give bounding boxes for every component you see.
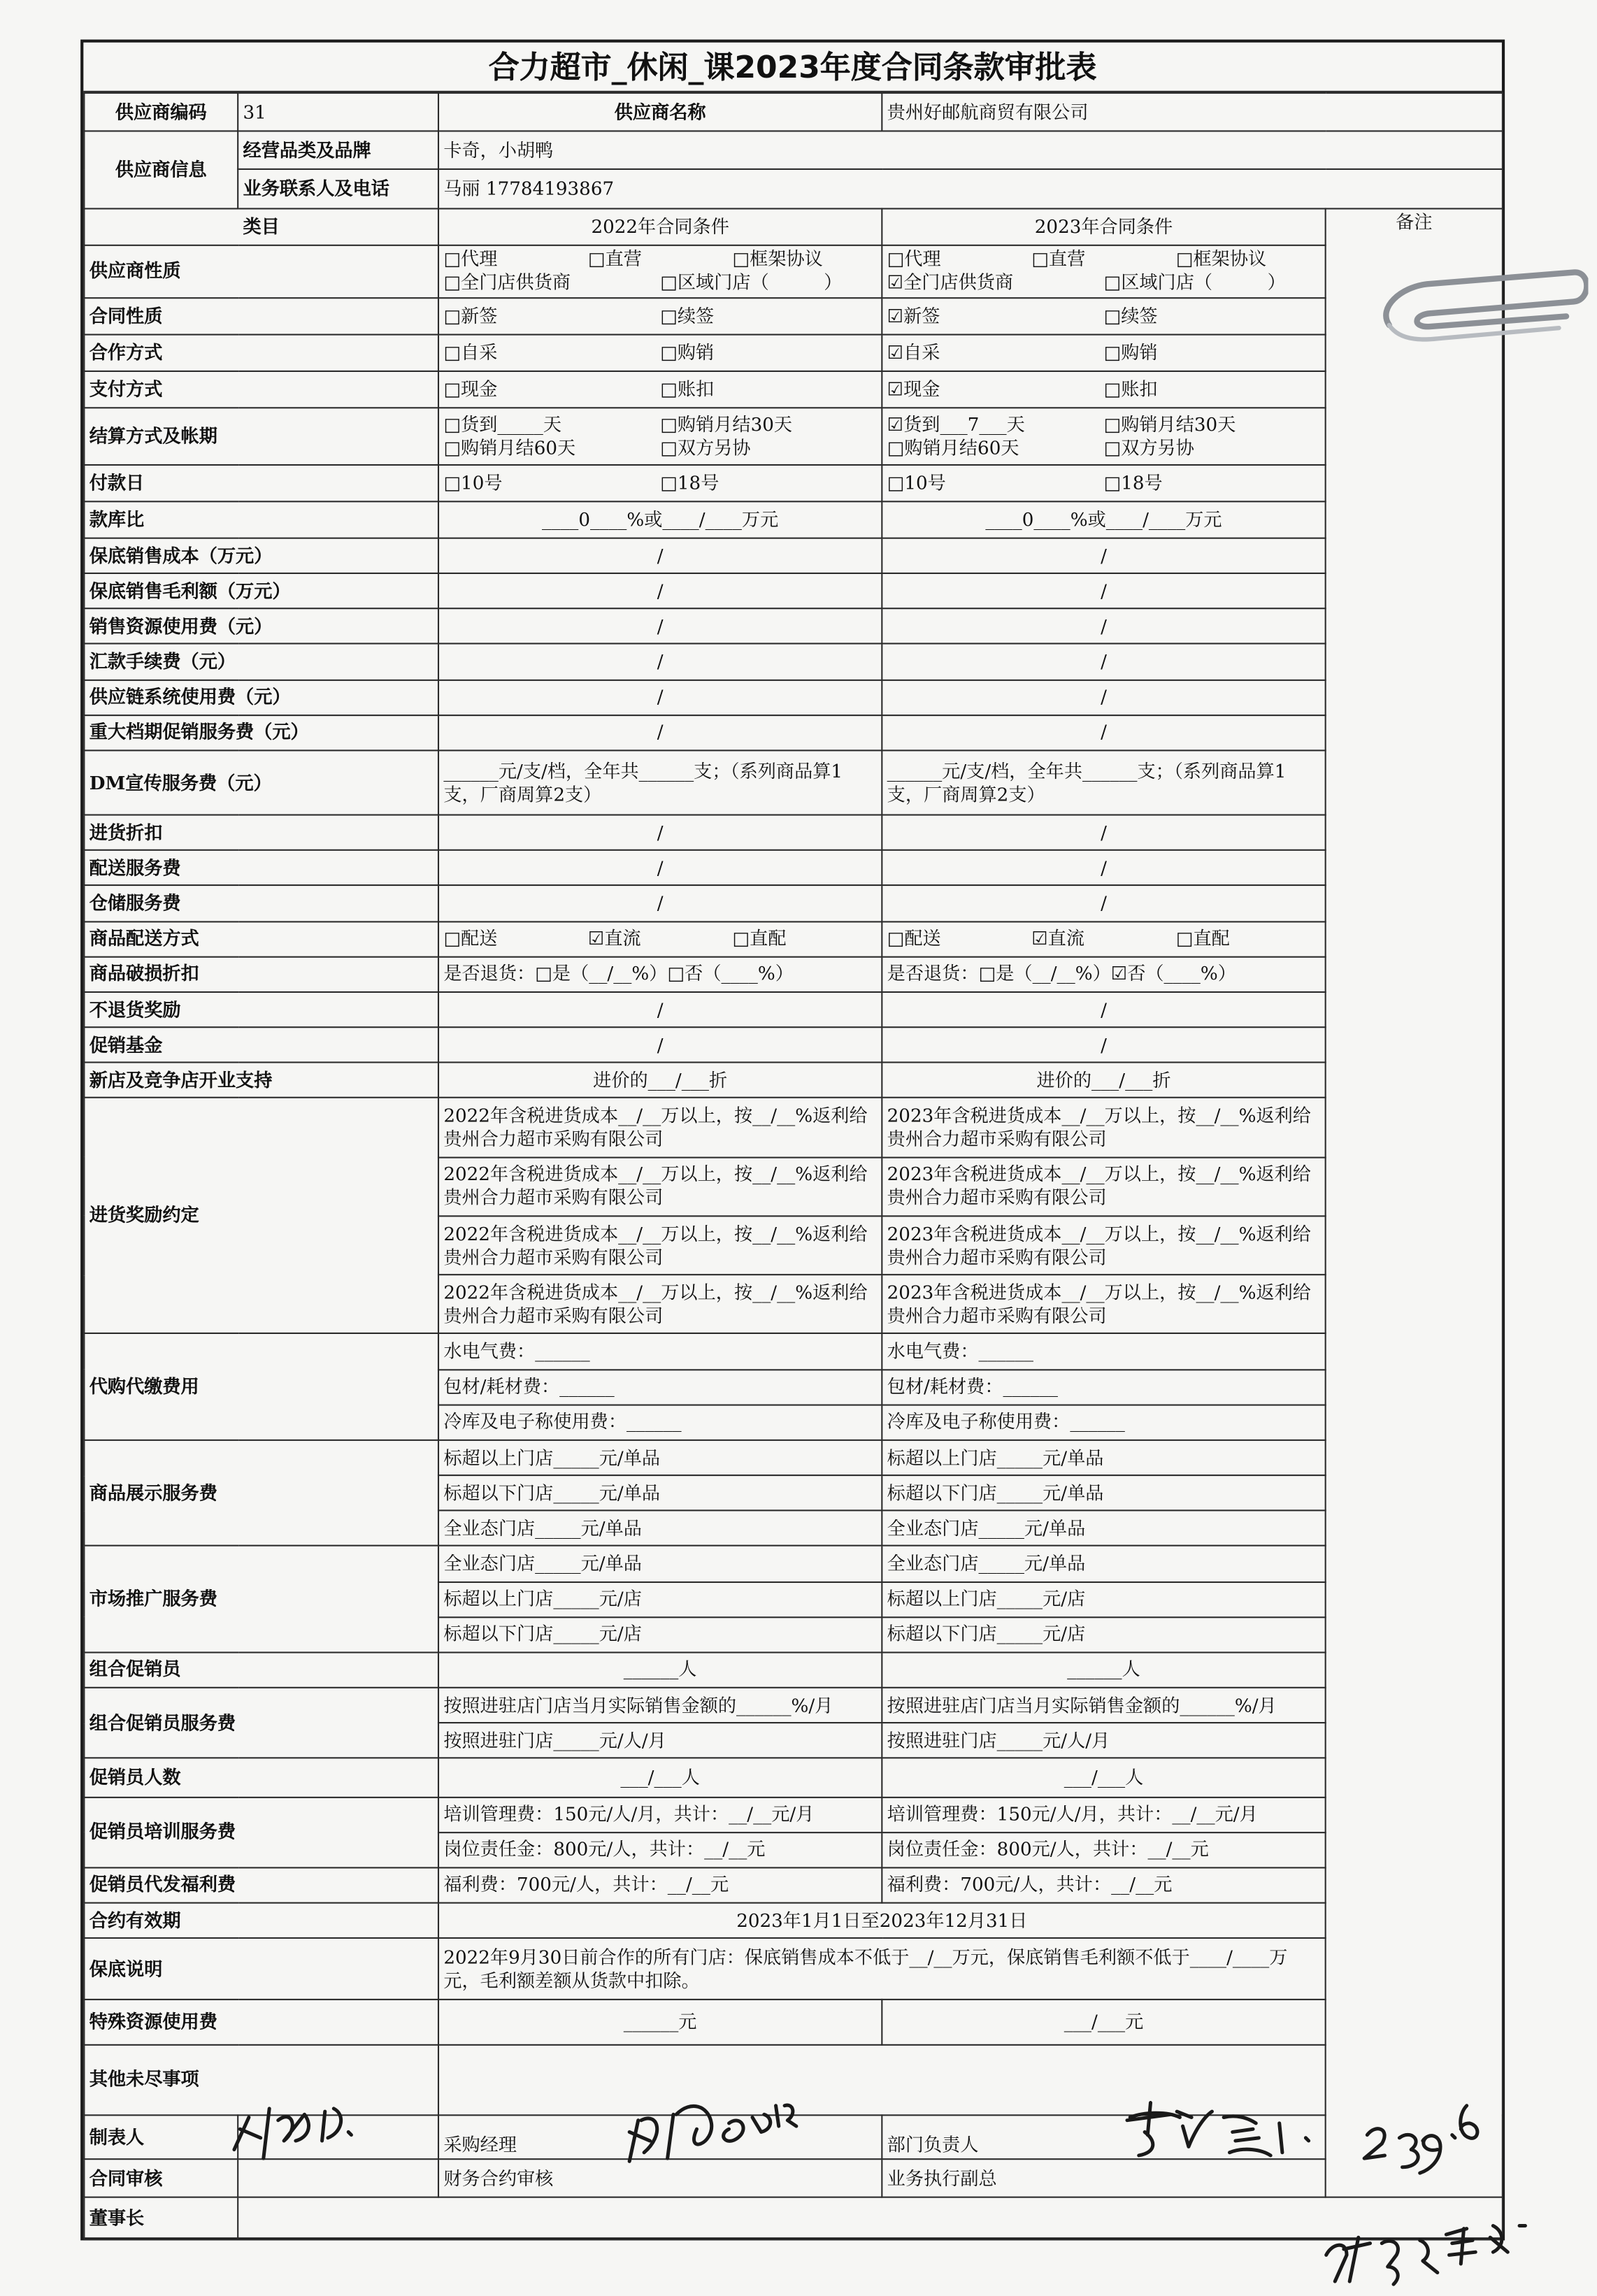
delivery-2023 bbox=[882, 921, 1325, 957]
display-2022: 标超以上门店_____元/单品 bbox=[438, 1440, 882, 1476]
table-row bbox=[84, 992, 1503, 1028]
option-on-arrival: □货到_____天 bbox=[443, 412, 561, 436]
ratio-2022: ____0____%或____/____万元 bbox=[438, 501, 882, 538]
option-direct-flow: ☑直流 bbox=[587, 927, 641, 949]
row-label: 重大档期促销服务费（元） bbox=[84, 715, 438, 751]
market-2023: 标超以上门店_____元/店 bbox=[882, 1581, 1325, 1617]
option-cash: ☑现金 bbox=[887, 378, 940, 401]
coop-2023 bbox=[882, 335, 1325, 372]
display-2023: 标超以下门店_____元/单品 bbox=[882, 1475, 1325, 1511]
cell-2023: / bbox=[882, 1027, 1325, 1063]
option-deduct: □账扣 bbox=[1103, 378, 1158, 401]
promoter-fee-2023: 按照进驻店门店当月实际销售金额的______%/月 bbox=[882, 1688, 1325, 1723]
dm-2023: ______元/支/档，全年共______支；（系列商品算1支，厂商周算2支） bbox=[882, 750, 1325, 815]
cell-2022: / bbox=[438, 992, 882, 1028]
table-row bbox=[84, 921, 1503, 957]
table-row bbox=[84, 1440, 1503, 1476]
rebate-2022: 2022年含税进货成本__/__万以上，按__/__%返利给贵州合力超市采购有限公司 bbox=[438, 1157, 882, 1216]
table-row bbox=[84, 131, 1503, 170]
table-row bbox=[84, 408, 1503, 464]
row-label: 供应链系统使用费（元） bbox=[84, 680, 438, 715]
form-title: 合力超市_休闲_课2023年度合同条款审批表 bbox=[83, 43, 1502, 92]
proxy-2023: 冷库及电子称使用费：______ bbox=[882, 1405, 1325, 1440]
table-row bbox=[84, 850, 1503, 886]
table-row bbox=[84, 2000, 1503, 2044]
table-row bbox=[84, 1547, 1503, 1582]
option-distribution: □配送 bbox=[887, 927, 941, 949]
finance-label: 财务合约审核 bbox=[438, 2160, 882, 2198]
cell-2022: / bbox=[438, 1027, 882, 1063]
option-direct: □直营 bbox=[587, 247, 642, 270]
welfare-2023: 福利费：700元/人，共计：__/__元 bbox=[882, 1867, 1325, 1903]
row-label: 进货奖励约定 bbox=[84, 1098, 438, 1334]
supplier-name-label: 供应商名称 bbox=[438, 93, 882, 131]
table-row bbox=[84, 644, 1503, 680]
cell-2022: / bbox=[438, 538, 882, 574]
table-row bbox=[84, 464, 1503, 501]
promoter-2023: ______人 bbox=[882, 1652, 1325, 1688]
option-agent: □代理 bbox=[443, 247, 498, 270]
table-row bbox=[84, 609, 1503, 645]
board-label: 董事长 bbox=[84, 2197, 238, 2239]
brand-value: 卡奇，小胡鸭 bbox=[438, 131, 1503, 170]
option-60-days: □购销月结60天 bbox=[887, 436, 1019, 459]
supplier-name-value: 贵州好邮航商贸有限公司 bbox=[882, 93, 1503, 131]
row-label: 其他未尽事项 bbox=[84, 2044, 438, 2115]
display-2022: 标超以下门店_____元/单品 bbox=[438, 1475, 882, 1511]
buyer-label: 采购经理 bbox=[438, 2115, 882, 2159]
maker-signature bbox=[238, 2115, 438, 2159]
option-direct-flow: ☑直流 bbox=[1031, 927, 1085, 949]
category-header: 类目 bbox=[84, 208, 438, 245]
board-signature bbox=[238, 2197, 1503, 2239]
promoter-fee-2023: 按照进驻门店_____元/人/月 bbox=[882, 1723, 1325, 1758]
cell-2022: / bbox=[438, 680, 882, 715]
table-row bbox=[84, 538, 1503, 574]
option-buy-sell: □购销 bbox=[660, 341, 715, 364]
option-new: ☑新签 bbox=[887, 304, 940, 327]
row-label: 保底说明 bbox=[84, 1938, 438, 2000]
col-2023-header: 2023年合同条件 bbox=[882, 208, 1325, 245]
row-label: 付款日 bbox=[84, 464, 438, 501]
table-row bbox=[84, 1334, 1503, 1370]
training-2023: 培训管理费：150元/人/月，共计：__/__元/月 bbox=[882, 1797, 1325, 1832]
row-label: 市场推广服务费 bbox=[84, 1547, 438, 1653]
option-new: □新签 bbox=[443, 304, 498, 327]
option-18th: □18号 bbox=[660, 471, 719, 494]
cell-2022: / bbox=[438, 609, 882, 645]
other-value bbox=[438, 2044, 1503, 2115]
ratio-2023: ____0____%或____/____万元 bbox=[882, 501, 1325, 538]
supplier-code-value: 31 bbox=[238, 93, 438, 131]
row-label: 合同性质 bbox=[84, 298, 438, 335]
damage-2022: 是否退货：□是（__/__%）□否（____%） bbox=[438, 956, 882, 992]
cell-2023: / bbox=[882, 609, 1325, 645]
cell-2022: / bbox=[438, 850, 882, 886]
dm-2022: ______元/支/档，全年共______支；（系列商品算1支，厂商周算2支） bbox=[438, 750, 882, 815]
option-self-purchase: □自采 bbox=[443, 341, 498, 364]
rebate-2023: 2023年含税进货成本__/__万以上，按__/__%返利给贵州合力超市采购有限公司 bbox=[882, 1157, 1325, 1216]
option-10th: □10号 bbox=[887, 471, 946, 494]
supplier-info-label: 供应商信息 bbox=[84, 131, 238, 208]
payment-2023 bbox=[882, 371, 1325, 408]
cell-2023: / bbox=[882, 815, 1325, 851]
cell-2023: / bbox=[882, 886, 1325, 921]
cell-2023: / bbox=[882, 715, 1325, 751]
damage-2023: 是否退货：□是（__/__%）☑否（____%） bbox=[882, 956, 1325, 992]
row-label: 不退货奖励 bbox=[84, 992, 438, 1028]
row-label: 组合促销员 bbox=[84, 1652, 438, 1688]
payday-2022 bbox=[438, 464, 882, 501]
table-row bbox=[84, 1027, 1503, 1063]
table-row bbox=[84, 1652, 1503, 1688]
supplier-code-label: 供应商编码 bbox=[84, 93, 238, 131]
row-label: 商品展示服务费 bbox=[84, 1440, 438, 1547]
row-label: 特殊资源使用费 bbox=[84, 2000, 438, 2044]
table-row bbox=[84, 1867, 1503, 1903]
option-direct-delivery: □直配 bbox=[732, 927, 787, 949]
newstore-2023: 进价的___/___折 bbox=[882, 1063, 1325, 1098]
row-label: 商品配送方式 bbox=[84, 921, 438, 957]
rebate-2022: 2022年含税进货成本__/__万以上，按__/__%返利给贵州合力超市采购有限公司 bbox=[438, 1098, 882, 1157]
cell-2023: / bbox=[882, 992, 1325, 1028]
option-direct: □直营 bbox=[1031, 247, 1086, 270]
display-2022: 全业态门店_____元/单品 bbox=[438, 1511, 882, 1547]
form-frame bbox=[80, 40, 1505, 2241]
option-60-days: □购销月结60天 bbox=[443, 436, 576, 459]
settle-2023 bbox=[882, 408, 1325, 464]
option-distribution: □配送 bbox=[443, 927, 498, 949]
table-row bbox=[84, 371, 1503, 408]
row-label: 销售资源使用费（元） bbox=[84, 609, 438, 645]
payment-2022 bbox=[438, 371, 882, 408]
guarantee-value: 2022年9月30日前合作的所有门店：保底销售成本不低于__/__万元，保底销售毛利额不低于____/____万元，毛利额差额从货款中扣除。 bbox=[438, 1938, 1326, 2000]
display-2023: 标超以上门店_____元/单品 bbox=[882, 1440, 1325, 1476]
cell-2022: / bbox=[438, 573, 882, 609]
paper-clip-icon bbox=[1368, 234, 1588, 380]
option-renew: □续签 bbox=[1103, 304, 1158, 327]
market-2022: 标超以上门店_____元/店 bbox=[438, 1581, 882, 1617]
cell-2023: / bbox=[882, 538, 1325, 574]
option-30-days: □购销月结30天 bbox=[660, 412, 793, 436]
dept-label: 部门负责人 bbox=[882, 2115, 1325, 2159]
market-2022: 全业态门店_____元/单品 bbox=[438, 1547, 882, 1582]
row-label: 新店及竞争店开业支持 bbox=[84, 1063, 438, 1098]
table-row bbox=[84, 1688, 1503, 1723]
table-row bbox=[84, 1063, 1503, 1098]
training-2023: 岗位责任金：800元/人，共计：__/__元 bbox=[882, 1832, 1325, 1867]
display-2023: 全业态门店_____元/单品 bbox=[882, 1511, 1325, 1547]
cell-2023: / bbox=[882, 850, 1325, 886]
row-label: 促销员培训服务费 bbox=[84, 1797, 438, 1867]
table-row bbox=[84, 245, 1503, 298]
brand-label: 经营品类及品牌 bbox=[238, 131, 438, 170]
exec-label: 业务执行副总 bbox=[882, 2160, 1325, 2198]
row-label: 促销基金 bbox=[84, 1027, 438, 1063]
row-label: 进货折扣 bbox=[84, 815, 438, 851]
option-10th: □10号 bbox=[443, 471, 503, 494]
rebate-2023: 2023年含税进货成本__/__万以上，按__/__%返利给贵州合力超市采购有限公司 bbox=[882, 1216, 1325, 1275]
market-2022: 标超以下门店_____元/店 bbox=[438, 1617, 882, 1653]
training-2022: 岗位责任金：800元/人，共计：__/__元 bbox=[438, 1832, 882, 1867]
rebate-2023: 2023年含税进货成本__/__万以上，按__/__%返利给贵州合力超市采购有限公司 bbox=[882, 1275, 1325, 1334]
contact-label: 业务联系人及电话 bbox=[238, 170, 438, 208]
coop-2022 bbox=[438, 335, 882, 372]
col-2022-header: 2022年合同条件 bbox=[438, 208, 882, 245]
rebate-2022: 2022年含税进货成本__/__万以上，按__/__%返利给贵州合力超市采购有限公司 bbox=[438, 1275, 882, 1334]
payday-2023 bbox=[882, 464, 1325, 501]
option-other: □双方另协 bbox=[660, 436, 751, 459]
delivery-2022 bbox=[438, 921, 882, 957]
contact-value: 马丽 17784193867 bbox=[438, 170, 1503, 208]
option-other: □双方另协 bbox=[1103, 436, 1194, 459]
option-framework: □框架协议 bbox=[732, 247, 823, 270]
table-row bbox=[84, 680, 1503, 715]
table-row bbox=[84, 335, 1503, 372]
table-header-row bbox=[84, 208, 1503, 245]
row-label: 仓储服务费 bbox=[84, 886, 438, 921]
table-row bbox=[84, 956, 1503, 992]
newstore-2022: 进价的___/___折 bbox=[438, 1063, 882, 1098]
table-row bbox=[84, 1797, 1503, 1832]
special-2023: ___/___元 bbox=[882, 2000, 1325, 2044]
training-2022: 培训管理费：150元/人/月，共计：__/__元/月 bbox=[438, 1797, 882, 1832]
market-2023: 全业态门店_____元/单品 bbox=[882, 1547, 1325, 1582]
row-label: 结算方式及帐期 bbox=[84, 408, 438, 464]
option-buy-sell: □购销 bbox=[1103, 341, 1158, 364]
row-label: 配送服务费 bbox=[84, 850, 438, 886]
option-all-stores: □全门店供货商 bbox=[443, 271, 571, 294]
rebate-2023: 2023年含税进货成本__/__万以上，按__/__%返利给贵州合力超市采购有限公司 bbox=[882, 1098, 1325, 1157]
special-2022: ______元 bbox=[438, 2000, 882, 2044]
option-30-days: □购销月结30天 bbox=[1103, 412, 1236, 436]
proxy-2022: 包材/耗材费：______ bbox=[438, 1370, 882, 1405]
row-label: 款库比 bbox=[84, 501, 438, 538]
row-label: DM宣传服务费（元） bbox=[84, 750, 438, 815]
proxy-2022: 水电气费：______ bbox=[438, 1334, 882, 1370]
option-framework: □框架协议 bbox=[1175, 247, 1267, 270]
cell-2022: / bbox=[438, 815, 882, 851]
table-row bbox=[84, 170, 1503, 208]
row-label: 组合促销员服务费 bbox=[84, 1688, 438, 1758]
table-row bbox=[84, 298, 1503, 335]
table-row bbox=[84, 815, 1503, 851]
approval-table bbox=[83, 92, 1503, 2240]
promoter-fee-2022: 按照进驻店门店当月实际销售金额的______%/月 bbox=[438, 1688, 882, 1723]
row-label: 支付方式 bbox=[84, 371, 438, 408]
proxy-2022: 冷库及电子称使用费：______ bbox=[438, 1405, 882, 1440]
option-regional: □区域门店（ ） bbox=[1103, 271, 1286, 294]
market-2023: 标超以下门店_____元/店 bbox=[882, 1617, 1325, 1653]
review-label: 合同审核 bbox=[84, 2160, 238, 2198]
nature-2022 bbox=[438, 245, 882, 298]
table-row bbox=[84, 1903, 1503, 1939]
proxy-2023: 水电气费：______ bbox=[882, 1334, 1325, 1370]
table-row bbox=[84, 886, 1503, 921]
option-deduct: □账扣 bbox=[660, 378, 715, 401]
proxy-2023: 包材/耗材费：______ bbox=[882, 1370, 1325, 1405]
table-row bbox=[84, 93, 1503, 131]
row-label: 保底销售成本（万元） bbox=[84, 538, 438, 574]
signature-row bbox=[84, 2160, 1503, 2198]
cell-2023: / bbox=[882, 573, 1325, 609]
cell-2022: / bbox=[438, 644, 882, 680]
row-label: 促销员人数 bbox=[84, 1758, 438, 1797]
table-row bbox=[84, 1758, 1503, 1797]
option-18th: □18号 bbox=[1103, 471, 1163, 494]
table-row bbox=[84, 750, 1503, 815]
table-row bbox=[84, 1098, 1503, 1157]
option-agent: □代理 bbox=[887, 247, 941, 270]
contract-2022 bbox=[438, 298, 882, 335]
row-label: 促销员代发福利费 bbox=[84, 1867, 438, 1903]
option-cash: □现金 bbox=[443, 378, 498, 401]
option-regional: □区域门店（ ） bbox=[660, 271, 843, 294]
signature-row bbox=[84, 2115, 1503, 2159]
option-self-purchase: ☑自采 bbox=[887, 341, 940, 364]
promoter-count-2023: ___/___人 bbox=[882, 1758, 1325, 1797]
table-row bbox=[84, 1938, 1503, 2000]
row-label: 合作方式 bbox=[84, 335, 438, 372]
promoter-fee-2022: 按照进驻门店_____元/人/月 bbox=[438, 1723, 882, 1758]
nature-2023 bbox=[882, 245, 1325, 298]
row-label: 供应商性质 bbox=[84, 245, 438, 298]
option-on-arrival: ☑货到___7___天 bbox=[887, 412, 1025, 436]
settle-2022 bbox=[438, 408, 882, 464]
option-renew: □续签 bbox=[660, 304, 715, 327]
validity-value: 2023年1月1日至2023年12月31日 bbox=[438, 1903, 1326, 1939]
cell-2023: / bbox=[882, 644, 1325, 680]
remarks-header: 备注 bbox=[1326, 208, 1503, 2197]
promoter-2022: ______人 bbox=[438, 1652, 882, 1688]
row-label: 汇款手续费（元） bbox=[84, 644, 438, 680]
table-row bbox=[84, 573, 1503, 609]
contract-2023 bbox=[882, 298, 1325, 335]
row-label: 保底销售毛利额（万元） bbox=[84, 573, 438, 609]
signature-row bbox=[84, 2197, 1503, 2239]
row-label: 代购代缴费用 bbox=[84, 1334, 438, 1440]
rebate-2022: 2022年含税进货成本__/__万以上，按__/__%返利给贵州合力超市采购有限公司 bbox=[438, 1216, 882, 1275]
cell-2023: / bbox=[882, 680, 1325, 715]
option-direct-delivery: □直配 bbox=[1175, 927, 1230, 949]
cell-2022: / bbox=[438, 715, 882, 751]
table-row bbox=[84, 2044, 1503, 2115]
promoter-count-2022: ___/___人 bbox=[438, 1758, 882, 1797]
row-label: 商品破损折扣 bbox=[84, 956, 438, 992]
row-label: 合约有效期 bbox=[84, 1903, 438, 1939]
review-signature bbox=[238, 2160, 438, 2198]
welfare-2022: 福利费：700元/人，共计：__/__元 bbox=[438, 1867, 882, 1903]
table-row bbox=[84, 501, 1503, 538]
table-row bbox=[84, 715, 1503, 751]
option-all-stores: ☑全门店供货商 bbox=[887, 271, 1014, 294]
cell-2022: / bbox=[438, 886, 882, 921]
maker-label: 制表人 bbox=[84, 2115, 238, 2159]
